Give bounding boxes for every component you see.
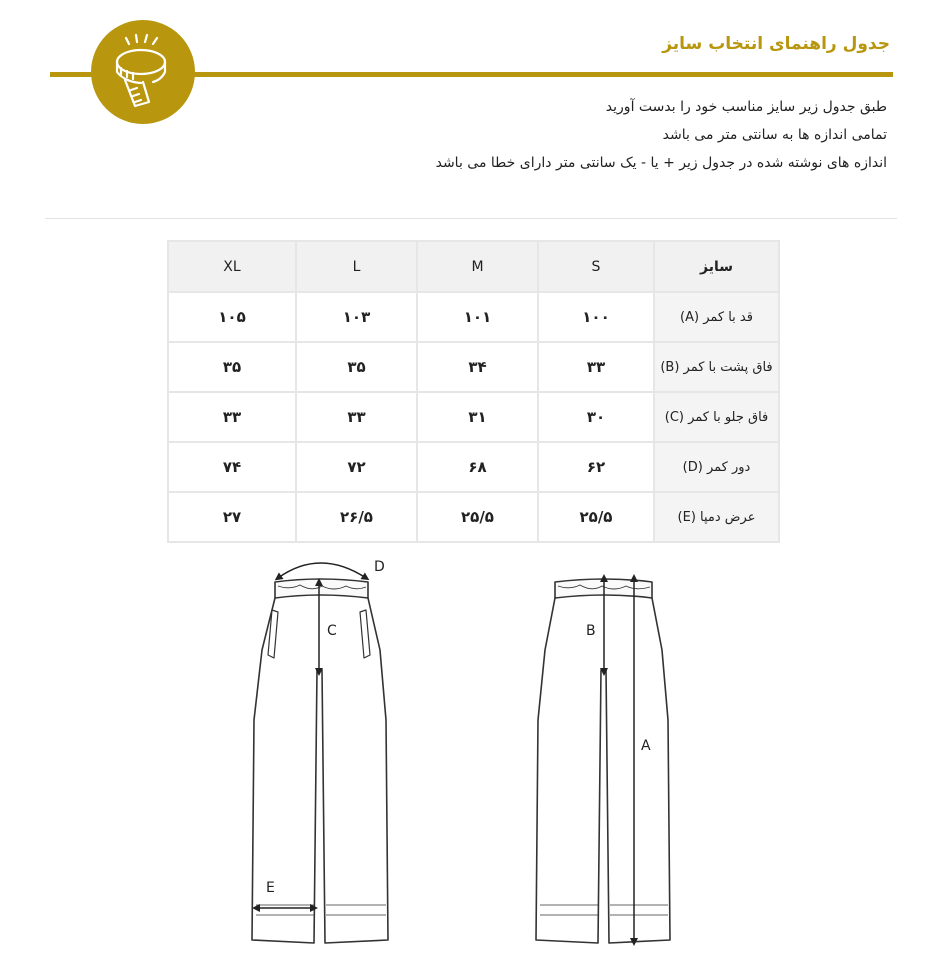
table-cell: ۲۷ bbox=[168, 492, 296, 542]
size-table bbox=[167, 240, 780, 543]
table-row bbox=[168, 392, 779, 442]
dimension-e-label: E bbox=[266, 880, 275, 896]
notes bbox=[436, 93, 887, 177]
table-cell: ۶۸ bbox=[417, 442, 538, 492]
row-label: عرض دمپا (E) bbox=[654, 492, 779, 542]
table-cell: ۳۱ bbox=[417, 392, 538, 442]
header-size-l: L bbox=[296, 241, 417, 292]
table-row bbox=[168, 342, 779, 392]
header-size-m: M bbox=[417, 241, 538, 292]
note-line: طبق جدول زیر سایز مناسب خود را بدست آورید bbox=[605, 99, 887, 115]
table-cell: ۳۳ bbox=[168, 392, 296, 442]
table-cell: ۳۳ bbox=[538, 342, 654, 392]
dimension-d-arrow bbox=[278, 563, 366, 578]
table-cell: ۳۵ bbox=[296, 342, 417, 392]
header-size-xl: XL bbox=[168, 241, 296, 292]
table-row bbox=[168, 442, 779, 492]
measuring-tape-icon bbox=[91, 20, 195, 124]
table-cell: ۱۰۳ bbox=[296, 292, 417, 342]
header-corner: سایز bbox=[654, 241, 779, 292]
table-cell: ۳۵ bbox=[168, 342, 296, 392]
table-row bbox=[168, 292, 779, 342]
row-label: فاق پشت با کمر (B) bbox=[654, 342, 779, 392]
row-label: قد با کمر (A) bbox=[654, 292, 779, 342]
dimension-c-label: C bbox=[327, 623, 337, 639]
table-cell: ۷۲ bbox=[296, 442, 417, 492]
page-title: جدول راهنمای انتخاب سایز bbox=[662, 34, 890, 54]
table-cell: ۱۰۱ bbox=[417, 292, 538, 342]
row-label: فاق جلو با کمر (C) bbox=[654, 392, 779, 442]
table-cell: ۳۴ bbox=[417, 342, 538, 392]
dimension-a-label: A bbox=[641, 738, 651, 754]
header-size-s: S bbox=[538, 241, 654, 292]
row-label: دور کمر (D) bbox=[654, 442, 779, 492]
table-cell: ۱۰۵ bbox=[168, 292, 296, 342]
measuring-tape-badge bbox=[91, 20, 195, 124]
note-line: تمامی اندازه ها به سانتی متر می باشد bbox=[662, 127, 887, 143]
table-cell: ۲۵/۵ bbox=[417, 492, 538, 542]
table-cell: ۳۳ bbox=[296, 392, 417, 442]
table-cell: ۲۵/۵ bbox=[538, 492, 654, 542]
divider bbox=[45, 218, 897, 219]
table-cell: ۷۴ bbox=[168, 442, 296, 492]
table-cell: ۱۰۰ bbox=[538, 292, 654, 342]
pants-diagram bbox=[0, 550, 942, 971]
pants-back-view bbox=[536, 579, 670, 943]
table-row bbox=[168, 492, 779, 542]
dimension-b-label: B bbox=[586, 623, 596, 639]
table-cell: ۶۲ bbox=[538, 442, 654, 492]
dimension-d-label: D bbox=[374, 559, 385, 575]
table-header-row bbox=[168, 241, 779, 292]
table-cell: ۳۰ bbox=[538, 392, 654, 442]
note-line: اندازه های نوشته شده در جدول زیر + یا - یک سانتی متر دارای خطا می باشد bbox=[435, 155, 887, 171]
table-cell: ۲۶/۵ bbox=[296, 492, 417, 542]
